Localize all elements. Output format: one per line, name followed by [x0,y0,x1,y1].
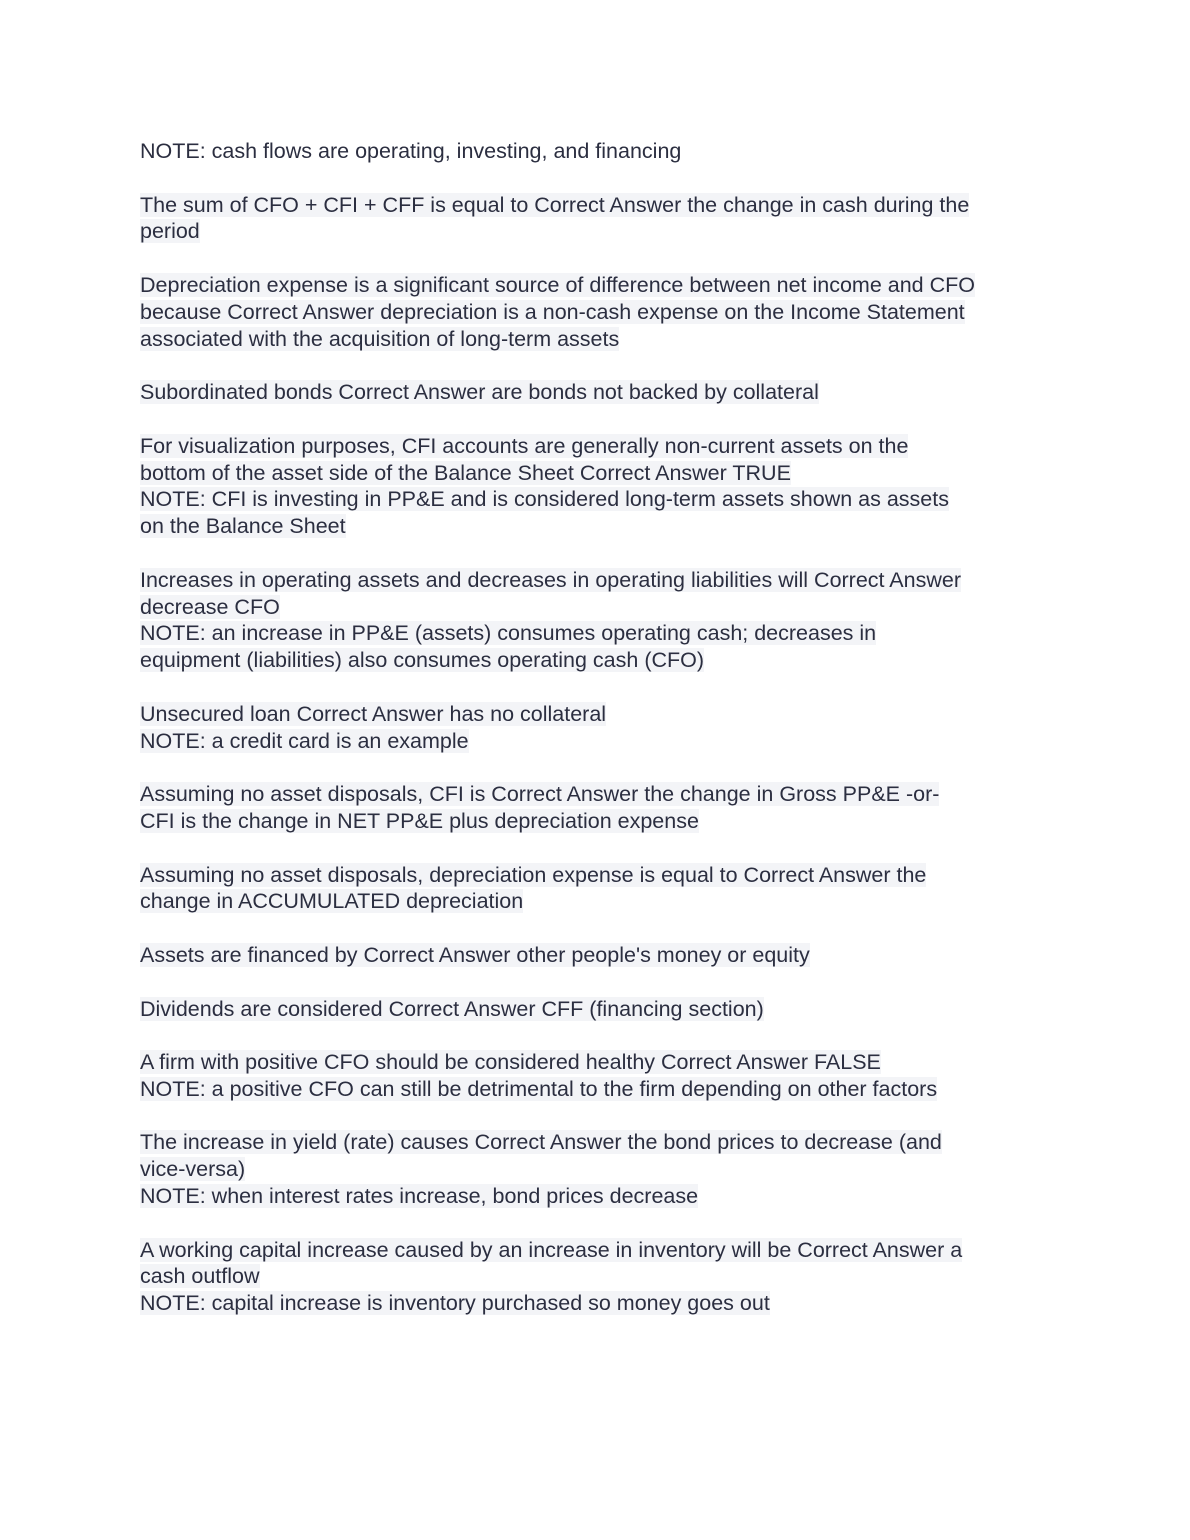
text-line: Dividends are considered Correct Answer CFF (financing section) [140,996,764,1021]
text-line: CFI is the change in NET PP&E plus depreciation expense [140,808,699,833]
text-line: NOTE: a positive CFO can still be detrimental to the firm depending on other factors [140,1076,938,1101]
text-line: equipment (liabilities) also consumes operating cash (CFO) [140,648,705,673]
text-line: period [140,219,200,244]
text-line: NOTE: an increase in PP&E (assets) consumes operating cash; decreases in [140,621,877,646]
text-line: NOTE: capital increase is inventory purchased so money goes out [140,1291,770,1316]
flashcard-cfi-visualization [140,433,1050,540]
text-line: Assuming no asset disposals, CFI is Correct Answer the change in Gross PP&E -or- [140,782,940,807]
flashcard-sum-cfo-cfi-cff [140,192,1050,246]
text-line: change in ACCUMULATED depreciation [140,889,524,914]
text-line: vice-versa) [140,1157,246,1182]
text-line: NOTE: when interest rates increase, bond prices decrease [140,1184,699,1209]
text-line: Assets are financed by Correct Answer other people's money or equity [140,942,810,967]
flashcard-cfi-gross-ppe [140,781,1050,835]
text-line: associated with the acquisition of long-term assets [140,326,620,351]
note-cash-flows [140,138,1050,165]
flashcard-depreciation-expense [140,272,1050,352]
text-line: A working capital increase caused by an increase in inventory will be Correct Answer a [140,1237,963,1262]
text-line: Assuming no asset disposals, depreciation expense is equal to Correct Answer the [140,862,927,887]
flashcard-assets-financed [140,942,1050,969]
text-line: NOTE: cash flows are operating, investing, and financing [140,139,682,163]
flashcard-operating-assets [140,567,1050,674]
text-line: on the Balance Sheet [140,514,346,539]
text-line: NOTE: a credit card is an example [140,728,469,753]
text-line: NOTE: CFI is investing in PP&E and is considered long-term assets shown as assets [140,487,949,512]
text-line: Unsecured loan Correct Answer has no collateral [140,701,607,726]
text-line: The sum of CFO + CFI + CFF is equal to Correct Answer the change in cash during the [140,192,970,217]
flashcard-yield-bond-prices [140,1129,1050,1209]
text-line: decrease CFO [140,594,280,619]
flashcard-positive-cfo [140,1049,1050,1103]
text-line: Subordinated bonds Correct Answer are bonds not backed by collateral [140,380,819,405]
text-line: bottom of the asset side of the Balance Sheet Correct Answer TRUE [140,460,791,485]
text-line: Increases in operating assets and decreases in operating liabilities will Correct Answer [140,567,961,592]
text-line: because Correct Answer depreciation is a non-cash expense on the Income Statement [140,299,965,324]
text-line: cash outflow [140,1264,260,1289]
text-line: Depreciation expense is a significant source of difference between net income and CFO [140,272,975,297]
text-line: The increase in yield (rate) causes Correct Answer the bond prices to decrease (and [140,1130,942,1155]
text-line: For visualization purposes, CFI accounts are generally non-current assets on the [140,433,909,458]
text-line: A firm with positive CFO should be considered healthy Correct Answer FALSE [140,1050,881,1075]
flashcard-dividends [140,996,1050,1023]
flashcard-working-capital [140,1237,1050,1317]
flashcard-subordinated-bonds [140,379,1050,406]
flashcard-accumulated-depreciation [140,862,1050,916]
document-page [140,138,1050,1344]
flashcard-unsecured-loan [140,701,1050,755]
